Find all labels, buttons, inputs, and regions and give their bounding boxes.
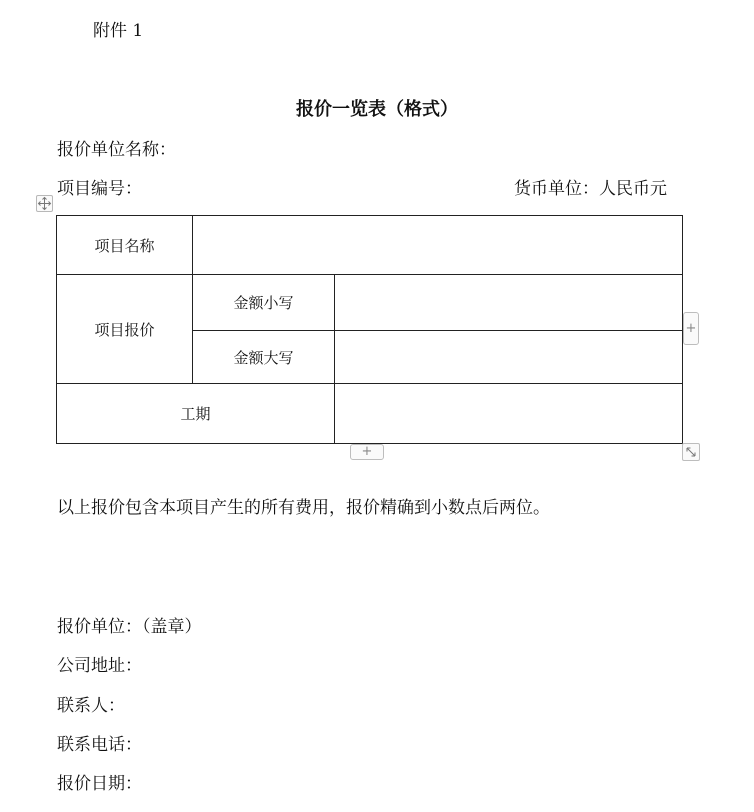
quote-date-label: 报价日期：: [57, 774, 142, 794]
project-quote-label-cell: 项目报价: [57, 275, 193, 384]
sign-unit-label: 报价单位：（盖章）: [57, 617, 202, 637]
amount-lower-label-cell: 金额小写: [193, 275, 335, 331]
quote-table: [56, 215, 683, 444]
period-label-cell: 工期: [57, 384, 335, 444]
quote-table-wrapper: [56, 215, 682, 444]
amount-upper-value-cell[interactable]: [335, 331, 683, 384]
attachment-label: 附件 1: [93, 21, 144, 41]
project-no-label: 项目编号：: [57, 179, 142, 199]
bidder-name-label: 报价单位名称：: [57, 140, 176, 160]
document-title: 报价一览表（格式）: [296, 99, 458, 120]
quote-note: 以上报价包含本项目产生的所有费用，报价精确到小数点后两位。: [57, 498, 550, 518]
project-name-label-cell: 项目名称: [57, 216, 193, 275]
company-address-label: 公司地址：: [57, 656, 142, 676]
currency-label: 货币单位：人民币元: [514, 179, 667, 199]
contact-person-label: 联系人：: [57, 696, 125, 716]
amount-lower-value-cell[interactable]: [335, 275, 683, 331]
add-column-button[interactable]: +: [683, 312, 699, 345]
project-name-value-cell[interactable]: [193, 216, 683, 275]
period-value-cell[interactable]: [335, 384, 683, 444]
amount-upper-label-cell: 金额大写: [193, 331, 335, 384]
table-move-icon[interactable]: [36, 195, 53, 212]
table-resize-icon[interactable]: [682, 443, 700, 461]
add-row-button[interactable]: +: [350, 444, 384, 460]
contact-phone-label: 联系电话：: [57, 735, 142, 755]
